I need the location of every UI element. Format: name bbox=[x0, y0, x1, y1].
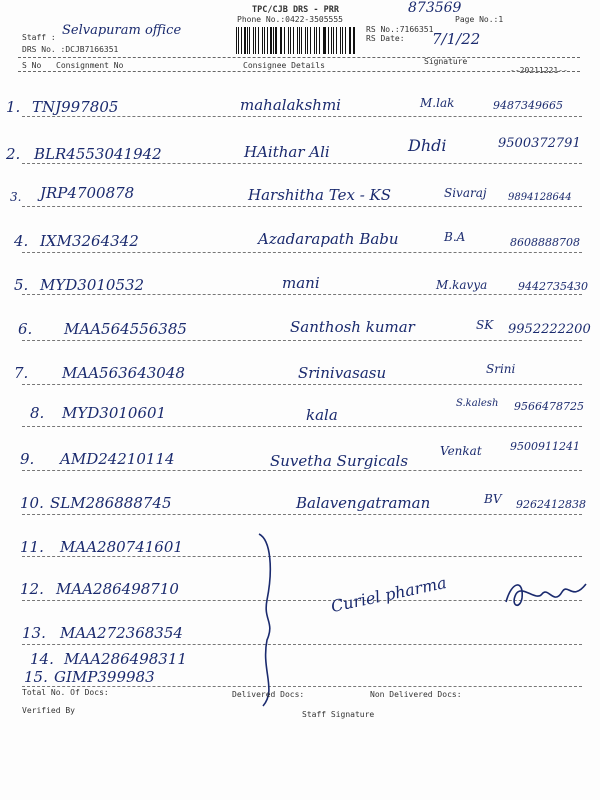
row-15-number: 15. bbox=[24, 668, 48, 686]
row-1-rule bbox=[22, 116, 582, 117]
barcode-bar bbox=[264, 27, 265, 54]
barcode-bar bbox=[284, 27, 285, 54]
row-5-number: 5. bbox=[14, 276, 29, 294]
row-4-signature: B.A bbox=[444, 230, 466, 244]
row-2-consignment: BLR4553041942 bbox=[34, 145, 162, 163]
row-6-phone: 9952222200 bbox=[508, 322, 591, 337]
delivered-docs-label: Delivered Docs: bbox=[232, 690, 305, 699]
barcode-bar bbox=[253, 27, 254, 54]
rs-date-label: RS Date: bbox=[366, 34, 405, 43]
barcode-bar bbox=[333, 27, 335, 54]
row-8-number: 8. bbox=[30, 404, 45, 422]
row-5-rule bbox=[22, 294, 582, 295]
barcode-bar bbox=[323, 27, 324, 54]
handwritten-number: 873569 bbox=[408, 0, 462, 16]
barcode-bar bbox=[288, 27, 289, 54]
column-header-date-code: --20211221-- bbox=[510, 66, 568, 75]
barcode-bar bbox=[301, 27, 302, 54]
barcode-bar bbox=[324, 27, 325, 54]
row-2-consignee: HAithar Ali bbox=[244, 143, 330, 161]
row-8-consignment: MYD3010601 bbox=[62, 404, 167, 422]
row-1-consignment: TNJ997805 bbox=[32, 98, 119, 116]
barcode-bar bbox=[258, 27, 259, 54]
barcode-bar bbox=[350, 27, 351, 54]
barcode-bar bbox=[305, 27, 306, 54]
row-13-number: 13. bbox=[22, 624, 46, 642]
row-9-phone: 9500911241 bbox=[510, 440, 580, 453]
barcode-bar bbox=[314, 27, 316, 54]
barcode bbox=[236, 27, 358, 54]
row-5-signature: M.kavya bbox=[436, 278, 488, 292]
row-12-consignment: MAA286498710 bbox=[56, 580, 179, 598]
row-3-number: 3. bbox=[10, 190, 22, 204]
row-14-number: 14. bbox=[30, 650, 54, 668]
barcode-bar bbox=[270, 27, 271, 54]
barcode-bar bbox=[280, 27, 281, 54]
row-5-consignee: mani bbox=[282, 274, 320, 292]
row-4-consignee: Azadarapath Babu bbox=[258, 230, 399, 248]
row-11-number: 11. bbox=[20, 538, 44, 556]
row-9-rule bbox=[22, 470, 582, 471]
row-8-rule bbox=[22, 426, 582, 427]
row-6-consignment: MAA564556385 bbox=[64, 320, 187, 338]
row-9-consignee: Suvetha Surgicals bbox=[270, 452, 409, 470]
row-8-signature: S.kalesh bbox=[456, 398, 499, 409]
barcode-bar bbox=[349, 27, 350, 54]
barcode-bar bbox=[328, 27, 329, 54]
row-4-phone: 8608888708 bbox=[510, 236, 580, 249]
row-3-signature: Sivaraj bbox=[444, 186, 487, 200]
row-7-consignee: Srinivasasu bbox=[298, 364, 387, 382]
row-5-phone: 9442735430 bbox=[518, 280, 588, 293]
row-14-consignment: MAA286498311 bbox=[64, 650, 187, 668]
row-12-number: 12. bbox=[20, 580, 44, 598]
barcode-bar bbox=[238, 27, 239, 54]
rs-number: RS No.:7166351 bbox=[366, 25, 434, 34]
barcode-bar bbox=[236, 27, 237, 54]
row-4-number: 4. bbox=[14, 232, 29, 250]
barcode-bar bbox=[336, 27, 337, 54]
barcode-bar bbox=[290, 27, 291, 54]
group-signature-scribble bbox=[502, 572, 592, 612]
barcode-bar bbox=[267, 27, 268, 54]
barcode-bar bbox=[293, 27, 295, 54]
barcode-bar bbox=[281, 27, 282, 54]
row-10-phone: 9262412838 bbox=[516, 498, 586, 511]
row-2-signature: Dhdi bbox=[408, 136, 447, 155]
document-title: TPC/CJB DRS - PRR bbox=[252, 5, 339, 15]
row-3-consignee: Harshitha Tex - KS bbox=[248, 186, 392, 204]
row-6-rule bbox=[22, 340, 582, 341]
barcode-bar bbox=[345, 27, 346, 54]
barcode-bar bbox=[331, 27, 332, 54]
barcode-bar bbox=[310, 27, 311, 54]
page-number: Page No.:1 bbox=[455, 15, 504, 24]
office-phone: Phone No.:0422-3505555 bbox=[237, 15, 343, 24]
row-10-consignee: Balavengatraman bbox=[296, 494, 431, 512]
barcode-bar bbox=[340, 27, 341, 54]
column-header-consignment: Consignment No bbox=[56, 61, 124, 70]
row-1-phone: 9487349665 bbox=[493, 99, 563, 112]
column-header-s-no: S No bbox=[22, 61, 42, 70]
non-delivered-docs-label: Non Delivered Docs: bbox=[370, 690, 462, 699]
barcode-bar bbox=[273, 27, 274, 54]
row-9-signature: Venkat bbox=[440, 444, 482, 458]
row-3-rule bbox=[22, 206, 582, 207]
barcode-bar bbox=[249, 27, 250, 54]
row-1-consignee: mahalakshmi bbox=[240, 96, 341, 114]
barcode-bar bbox=[307, 27, 308, 54]
barcode-bar bbox=[342, 27, 343, 54]
row-11-rule bbox=[22, 556, 582, 557]
staff-label: Staff : bbox=[22, 33, 56, 42]
barcode-bar bbox=[244, 27, 246, 54]
row-6-consignee: Santhosh kumar bbox=[290, 318, 415, 336]
row-4-consignment: IXM3264342 bbox=[40, 232, 139, 250]
row-15-consignment: GIMP399983 bbox=[54, 668, 155, 686]
barcode-bar bbox=[297, 27, 298, 54]
drs-number: DRS No. :DCJB7166351 bbox=[22, 45, 119, 54]
barcode-bar bbox=[275, 27, 277, 54]
barcode-bar bbox=[262, 27, 264, 54]
verified-by-label: Verified By bbox=[22, 706, 75, 715]
header-divider-bottom bbox=[18, 71, 580, 72]
row-1-number: 1. bbox=[6, 98, 21, 116]
row-2-phone: 9500372791 bbox=[498, 136, 581, 151]
barcode-bar bbox=[319, 27, 320, 54]
handwritten-date: 7/1/22 bbox=[432, 30, 481, 48]
row-4-rule bbox=[22, 252, 582, 253]
row-13-rule bbox=[22, 644, 582, 645]
row-7-number: 7. bbox=[14, 364, 29, 382]
row-12-rule bbox=[22, 600, 582, 601]
total-docs-label: Total No. Of Docs: bbox=[22, 688, 109, 697]
row-2-rule bbox=[22, 163, 582, 164]
row-3-consignment: JRP4700878 bbox=[40, 184, 135, 202]
row-10-consignment: SLM286888745 bbox=[50, 494, 172, 512]
row-10-signature: BV bbox=[484, 492, 502, 506]
row-5-consignment: MYD3010532 bbox=[40, 276, 145, 294]
group-note: Curiel pharma bbox=[329, 572, 449, 617]
barcode-bar bbox=[353, 27, 355, 54]
staff-signature-label: Staff Signature bbox=[302, 710, 375, 719]
barcode-bar bbox=[316, 27, 317, 54]
header-divider-top bbox=[18, 57, 580, 58]
barcode-bar bbox=[299, 27, 300, 54]
barcode-bar bbox=[255, 27, 256, 54]
grouping-brace bbox=[253, 530, 283, 710]
row-15-rule bbox=[22, 686, 582, 687]
barcode-bar bbox=[247, 27, 248, 54]
row-9-consignment: AMD24210114 bbox=[60, 450, 175, 468]
row-2-number: 2. bbox=[6, 145, 21, 163]
row-8-consignee: kala bbox=[306, 406, 338, 424]
barcode-bar bbox=[241, 27, 242, 54]
row-7-signature: Srini bbox=[486, 362, 516, 376]
column-header-consignee: Consignee Details bbox=[243, 61, 325, 70]
row-10-rule bbox=[22, 514, 582, 515]
row-11-consignment: MAA280741601 bbox=[60, 538, 183, 556]
column-header-signature: Signature bbox=[424, 57, 468, 66]
row-7-rule bbox=[22, 384, 582, 385]
row-8-phone: 9566478725 bbox=[514, 400, 584, 413]
row-7-consignment: MAA563643048 bbox=[62, 364, 185, 382]
row-6-signature: SK bbox=[476, 318, 494, 332]
row-10-number: 10. bbox=[20, 494, 44, 512]
row-1-signature: M.lak bbox=[420, 96, 455, 110]
row-9-number: 9. bbox=[20, 450, 35, 468]
row-3-phone: 9894128644 bbox=[508, 192, 572, 203]
staff-handwritten-value: Selvapuram office bbox=[62, 23, 182, 38]
row-6-number: 6. bbox=[18, 320, 33, 338]
row-13-consignment: MAA272368354 bbox=[60, 624, 183, 642]
